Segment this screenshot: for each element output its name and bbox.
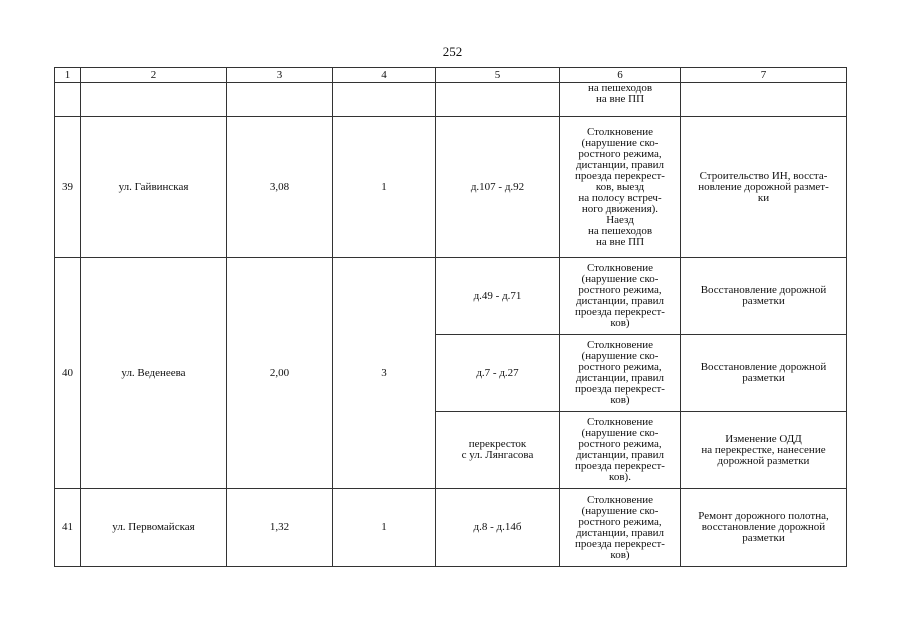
road-section: д.8 - д.14б bbox=[436, 489, 560, 567]
continuation-cause: на пешеходов на вне ПП bbox=[560, 83, 681, 117]
header-cell-4: 4 bbox=[333, 68, 436, 83]
length-km: 3,08 bbox=[227, 117, 333, 258]
page-number: 252 bbox=[442, 44, 463, 59]
empty-cell bbox=[55, 83, 81, 117]
header-cell-3: 3 bbox=[227, 68, 333, 83]
road-section: перекресток с ул. Лянгасова bbox=[436, 412, 560, 489]
measures: Восстановление дорожной разметки bbox=[681, 258, 847, 335]
street-name: ул. Гайвинская bbox=[81, 117, 227, 258]
street-name: ул. Первомайская bbox=[81, 489, 227, 567]
accident-cause: Столкновение (нарушение ско- ростного режима, дистанции, правил проезда перекрест- ков) bbox=[560, 258, 681, 335]
table-row bbox=[55, 258, 847, 335]
empty-cell bbox=[681, 83, 847, 117]
table-row bbox=[55, 489, 847, 567]
header-cell-5: 5 bbox=[436, 68, 560, 83]
empty-cell bbox=[436, 83, 560, 117]
street-name: ул. Веденеева bbox=[81, 258, 227, 489]
measures: Строительство ИН, восста- новление дорожной размет- ки bbox=[681, 117, 847, 258]
road-safety-table bbox=[54, 67, 847, 567]
accident-cause: Столкновение (нарушение ско- ростного режима, дистанции, правил проезда перекрест- ков) bbox=[560, 489, 681, 567]
empty-cell bbox=[333, 83, 436, 117]
header-row bbox=[55, 68, 847, 83]
length-km: 1,32 bbox=[227, 489, 333, 567]
row-number: 41 bbox=[55, 489, 81, 567]
road-section: д.49 - д.71 bbox=[436, 258, 560, 335]
accident-count: 3 bbox=[333, 258, 436, 489]
length-km: 2,00 bbox=[227, 258, 333, 489]
accident-cause: Столкновение (нарушение ско- ростного режима, дистанции, правил проезда перекрест- ков). bbox=[560, 412, 681, 489]
road-section: д.107 - д.92 bbox=[436, 117, 560, 258]
road-section: д.7 - д.27 bbox=[436, 335, 560, 412]
measures: Восстановление дорожной разметки bbox=[681, 335, 847, 412]
empty-cell bbox=[81, 83, 227, 117]
accident-cause: Столкновение (нарушение ско- ростного режима, дистанции, правил проезда перекрест- ков) bbox=[560, 335, 681, 412]
row-number: 40 bbox=[55, 258, 81, 489]
table-row bbox=[55, 117, 847, 258]
measures: Изменение ОДД на перекрестке, нанесение дорожной разметки bbox=[681, 412, 847, 489]
measures: Ремонт дорожного полотна, восстановление дорожной разметки bbox=[681, 489, 847, 567]
header-cell-2: 2 bbox=[81, 68, 227, 83]
continuation-row bbox=[55, 83, 847, 117]
accident-count: 1 bbox=[333, 117, 436, 258]
accident-cause: Столкновение (нарушение ско- ростного режима, дистанции, правил проезда перекрест- ков, выезд на полосу встреч- ного движения). Наезд на пешеходов на вне ПП bbox=[560, 117, 681, 258]
header-cell-1: 1 bbox=[55, 68, 81, 83]
row-number: 39 bbox=[55, 117, 81, 258]
header-cell-6: 6 bbox=[560, 68, 681, 83]
header-cell-7: 7 bbox=[681, 68, 847, 83]
empty-cell bbox=[227, 83, 333, 117]
accident-count: 1 bbox=[333, 489, 436, 567]
